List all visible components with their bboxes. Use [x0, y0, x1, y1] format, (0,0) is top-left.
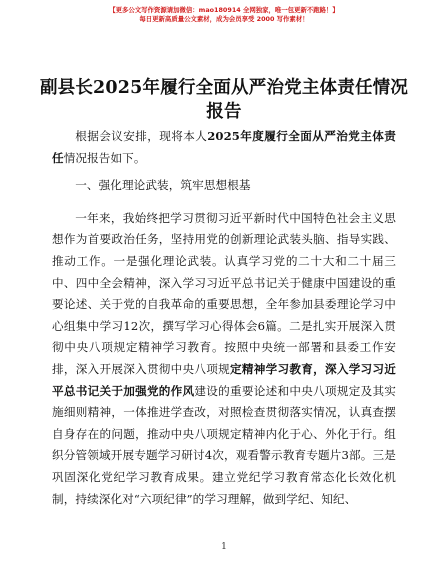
- intro-bold-2: 体责任: [52, 129, 396, 165]
- para1-bold: 定精神学习教育，深入学习习近平总书记关于加强党的作风: [52, 361, 396, 398]
- para1-text-a: 一年来，我始终把学习贯彻习近平新时代中国特色社会主义思想作为首要政治任务，坚持用党的创新理论武装头脑、指导实践、推动工作。一是强化理论武装。认真学习党的二十大和二十届三中、四中全会精神，深入学习习近平总书记关于健康中国建设的重要论述、关于党的自我革命的重要思想，全年参加县委理论学习中心组集中学习12次，撰写学习心得体会6篇。二是扎实开展深入贯彻中央八项规定精神学习教育。按照中央统一部署和县委工作安排，深入开展深入贯彻中央八项规: [52, 210, 396, 376]
- intro-bold: 2025年度履行全面从严治党主: [207, 129, 373, 143]
- section-1-heading: 一、强化理论武装，筑牢思想根基: [75, 178, 251, 193]
- body-paragraph-1: [52, 208, 396, 510]
- promo-banner-line2: 每日更新高质量公文素材，成为会员享受 2000 写作素材！: [139, 15, 309, 23]
- promo-banner: [0, 6, 448, 24]
- intro-prefix: 根据会议安排，现将本人: [75, 129, 208, 143]
- title-line-1: 副县长2025年履行全面从严治党主体责任情况: [39, 78, 409, 98]
- promo-banner-line1: 【更多公文写作资源请加微信：mao180914 全网独家，唯一包更新不跑路！】: [109, 6, 339, 14]
- intro-paragraph: [52, 126, 396, 169]
- document-title: [30, 76, 418, 124]
- intro-suffix: 情况报告如下。: [63, 150, 146, 165]
- para1-text-b: 建设的重要论述和中央八项规定及其实施细则精神，一体推进学查改，对照检查贯彻落实情况，认真查摆自身存在的问题，推动中央八项规定精神内化于心、外化于行。组织分管领域开展专题学习研讨4次，观看警示教育专题片3部。三是巩固深化党纪学习教育成果。建立党纪学习教育常态化长效化机制，持续深化对“六项纪律”的学习理解，做到学纪、知纪、: [52, 383, 397, 506]
- title-line-2: 报告: [206, 102, 242, 122]
- document-body: [52, 126, 396, 510]
- page-number: 1: [221, 542, 227, 552]
